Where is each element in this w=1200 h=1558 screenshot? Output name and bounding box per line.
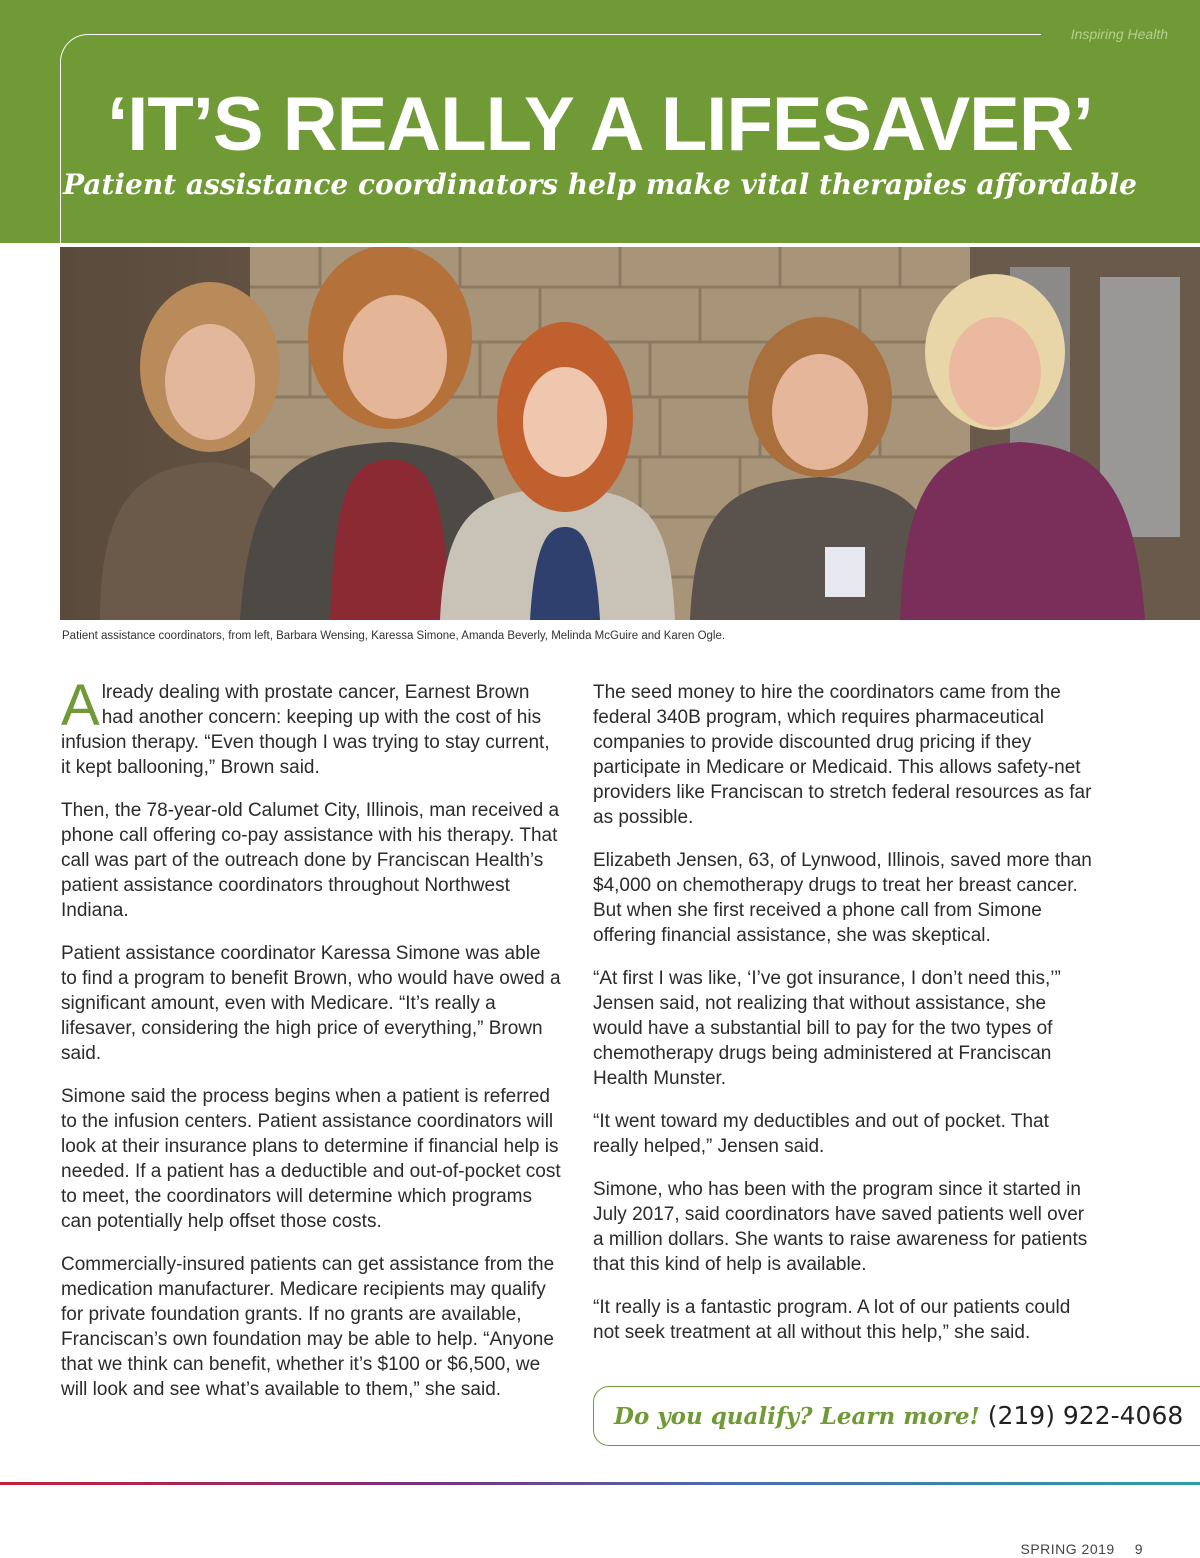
article-paragraph: “At first I was like, ‘I’ve got insurance, I don’t need this,’” Jensen said, not realizing that without assistance, she would have a substantial bill to pay for the two types of chemotherapy drugs being administered at Franciscan Health Munster. bbox=[593, 968, 1061, 1089]
article-paragraph: Then, the 78-year-old Calumet City, Illinois, man received a phone call offering co-pay assistance with his therapy. That call was part of the outreach done by Franciscan Health’s patient assistance coordinators throughout Northwest Indiana. bbox=[61, 800, 560, 921]
page-number: 9 bbox=[1134, 1541, 1143, 1557]
header-banner bbox=[0, 0, 1200, 243]
footer-gradient-rule bbox=[0, 1482, 1200, 1485]
issue-label: SPRING 2019 bbox=[1020, 1541, 1115, 1557]
article-column-right bbox=[593, 680, 1093, 1363]
photo-caption: Patient assistance coordinators, from left, Barbara Wensing, Karessa Simone, Amanda Beverly, Melinda McGuire and Karen Ogle. bbox=[62, 630, 726, 642]
page-footer bbox=[1020, 1541, 1143, 1557]
drop-cap: A bbox=[61, 673, 100, 738]
article-subhead: Patient assistance coordinators help make vital therapies affordable bbox=[63, 168, 1137, 201]
article-column-left bbox=[61, 673, 561, 1420]
call-to-action-box bbox=[593, 1386, 1200, 1446]
group-photo-illustration bbox=[60, 247, 1200, 620]
article-paragraph: The seed money to hire the coordinators came from the federal 340B program, which requires pharmaceutical companies to provide discounted drug pricing if they participate in Medicare or Medicaid. This allows safety-net providers like Franciscan to stretch federal resources as far as possible. bbox=[593, 682, 1092, 828]
article-paragraph: “It went toward my deductibles and out of pocket. That really helped,” Jensen said. bbox=[593, 1111, 1049, 1157]
article-paragraph: Commercially-insured patients can get assistance from the medication manufacturer. Medicare recipients may qualify for private foundation grants. If no grants are available, Franciscan’s own foundation may be able to help. “Anyone that we think can benefit, whether it’s $100 or $6,500, we will look and see what’s available to them,” she said. bbox=[61, 1254, 555, 1400]
article-paragraph bbox=[61, 673, 561, 780]
article-paragraph: Simone said the process begins when a patient is referred to the infusion centers. Patient assistance coordinators will look at their insurance plans to determine if financial help is needed. If a patient has a deductible and out-of-pocket cost to meet, the coordinators will determine which programs can potentially help offset those costs. bbox=[61, 1086, 561, 1232]
paragraph-text: lready dealing with prostate cancer, Earnest Brown had another concern: keeping up with the cost of his infusion therapy. “Even though I was trying to stay current, it kept ballooning,” Brown said. bbox=[61, 682, 550, 778]
cta-question: Do you qualify? Learn more! bbox=[614, 1403, 980, 1430]
article-paragraph: Patient assistance coordinator Karessa Simone was able to find a program to benefit Brown, who would have owed a significant amount, even with Medicare. “It’s really a lifesaver, considering the high price of everything,” Brown said. bbox=[61, 943, 561, 1064]
section-tag: Inspiring Health bbox=[1070, 26, 1168, 42]
cta-phone-number[interactable]: (219) 922-4068 bbox=[987, 1401, 1184, 1430]
article-paragraph: Elizabeth Jensen, 63, of Lynwood, Illinois, saved more than $4,000 on chemotherapy drugs to treat her breast cancer. But when she first received a phone call from Simone offering financial assistance, she was skeptical. bbox=[593, 850, 1092, 946]
group-photo bbox=[60, 247, 1200, 620]
article-paragraph: Simone, who has been with the program since it started in July 2017, said coordinators have saved patients well over a million dollars. She wants to raise awareness for patients that this kind of help is available. bbox=[593, 1179, 1088, 1275]
cta-line bbox=[614, 1401, 1183, 1430]
article-paragraph: “It really is a fantastic program. A lot of our patients could not seek treatment at all without this help,” she said. bbox=[593, 1297, 1071, 1343]
article-headline: ‘IT’S REALLY A LIFESAVER’ bbox=[107, 82, 1093, 167]
